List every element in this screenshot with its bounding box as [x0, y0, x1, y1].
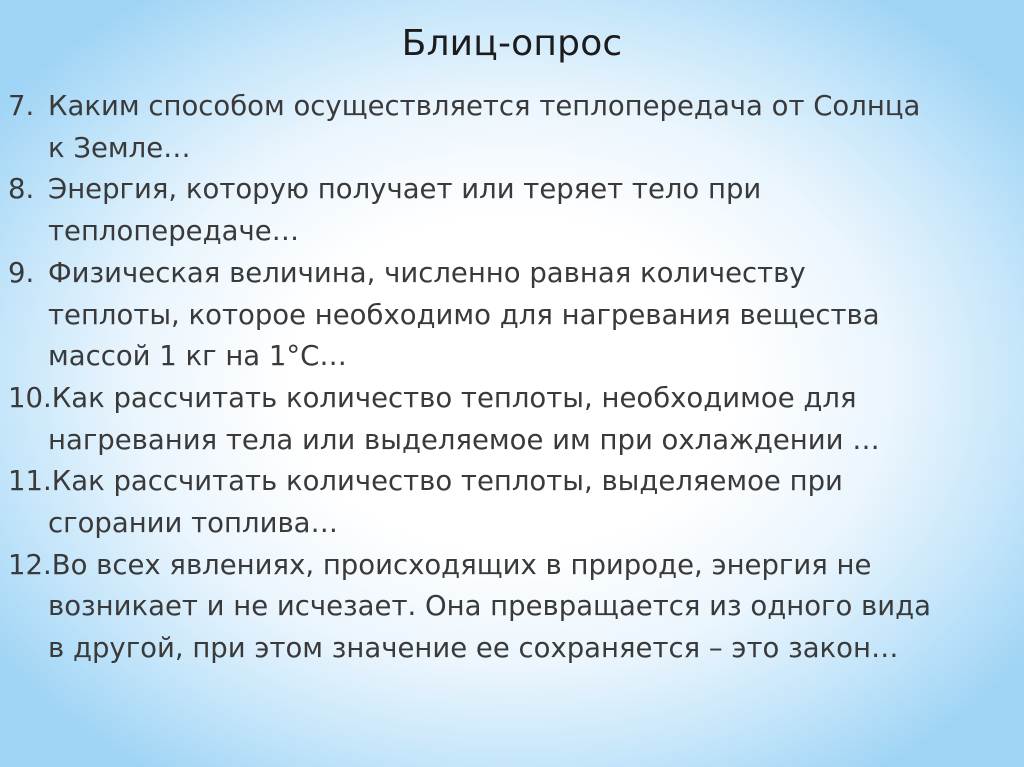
question-text-line: массой 1 кг на 1°С… — [48, 340, 347, 373]
question-text-line: теплопередаче… — [48, 215, 300, 248]
question-text-line: возникает и не исчезает. Она превращается из одного вида — [48, 590, 931, 623]
question-item — [8, 461, 1013, 544]
question-text-line: Каким способом осуществляется теплопередача от Солнца — [48, 90, 921, 122]
question-text-line: Как рассчитать количество теплоты, необходимое для — [51, 381, 857, 414]
question-item — [8, 86, 1013, 169]
question-text-line: теплоты, которое необходимо для нагревания вещества — [48, 298, 880, 331]
question-text-line: Физическая величина, численно равная количеству — [48, 256, 806, 289]
question-item — [8, 253, 1013, 378]
question-text-line: нагревания тела или выделяемое им при охлаждении … — [48, 423, 880, 456]
question-number: 12. — [8, 548, 52, 581]
question-text-line: Как рассчитать количество теплоты, выделяемое при — [51, 465, 843, 498]
question-number: 9. — [8, 256, 35, 289]
question-text-line: в другой, при этом значение ее сохраняется – это закон… — [48, 632, 899, 665]
question-number: 10. — [8, 381, 52, 414]
question-number: 8. — [8, 173, 35, 206]
question-item — [8, 545, 1013, 670]
question-list — [8, 86, 1013, 670]
question-text-line: сгорании топлива… — [48, 507, 338, 540]
question-number: 7. — [8, 90, 35, 122]
question-text-line: Во всех явлениях, происходящих в природе, энергия не — [51, 548, 872, 581]
question-item — [8, 169, 1013, 252]
question-number: 11. — [8, 465, 52, 498]
question-text-line: к Земле… — [48, 131, 191, 164]
slide-title: Блиц-опрос — [401, 23, 623, 64]
question-item — [8, 378, 1013, 461]
question-text-line: Энергия, которую получает или теряет тело при — [48, 173, 762, 206]
